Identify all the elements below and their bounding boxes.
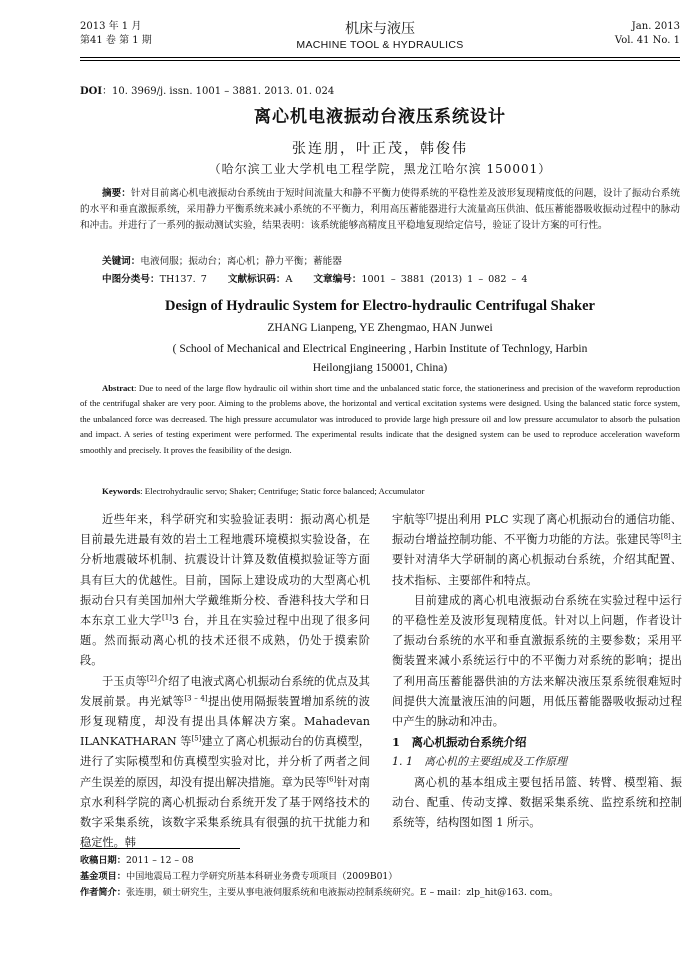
abstract-cn bbox=[80, 186, 680, 234]
abstract-en-text: : Due to need of the large flow hydraulic oil within short time and the unbalanced static force, the stationeriness and precision of the waveform reproduction of the centrifugal shaker are very poor. Aiming to the problems above, the horizontal and vertical excitation systems were designed. Using the balanced static force system, the unbalanced force was decreased. The high pressure accumulator was introduced to provide large high pressure oil and low pressure accumulator to absorb the pulsation and impact. A series of testing experiment were performed. The experimental results indicate that the designed system can be used to reproduce acceleration waveform smoothly and precisely. It proves the feasibility of the design. bbox=[80, 383, 680, 455]
text-run: 3 台，并且在实验过程中出现了很多问题。然而振动离心机的技术还很不成熟，仍处于摸索阶段。 bbox=[80, 614, 370, 668]
text-run: 近些年来，科学研究和实验验证表明：振动离心机是目前最先进最有效的岩土工程地震环境模拟实验设备，在分析地震破坏机制、抗震设计计算及数值模拟验证等方面具有巨大的优越性。目前，国际上建设成功的大型离心机振动台只有美国加州大学戴维斯分校、香港科技大学和日本东京工业大学 bbox=[80, 513, 370, 628]
intro-paragraph-3: 目前建成的离心机电液振动台系统在实验过程中运行的平稳性差及波形复现精度低。针对以上问题，作者设计了振动台系统的水平和垂直激振系统的主要参数；采用平衡装置来减小系统运行中的不平衡力对系统的影响；提出了利用高压蓄能器供油的方法来解决液压泵系统很难短时间提供大流量液压油的问题，用低压蓄能器吸收振动过程中产生的脉动和冲击。 bbox=[392, 593, 682, 729]
author-value: 张连朋，硕士研究生，主要从事电液伺服系统和电液振动控制系统研究。E – mail：zlp_hit@163. com。 bbox=[125, 887, 559, 898]
header-volume-cn: 第41 卷 第 1 期 bbox=[80, 35, 152, 46]
affiliation-cn: （哈尔滨工业大学机电工程学院，黑龙江哈尔滨 150001） bbox=[208, 162, 552, 176]
footnote-author bbox=[80, 885, 680, 901]
doi-label: DOI bbox=[80, 86, 103, 97]
keywords-en bbox=[102, 486, 424, 496]
header-volume-en: Vol. 41 No. 1 bbox=[614, 35, 680, 46]
clc-field bbox=[102, 271, 207, 285]
section-1-1-paragraph: 离心机的基本组成主要包括吊篮、转臂、模型箱、振动台、配重、传动支撑、数据采集系统、监控系统和控制系统等，结构图如图 1 所示。 bbox=[392, 775, 682, 830]
doc-code-field bbox=[228, 271, 293, 285]
intro-paragraph-2-cont bbox=[392, 510, 682, 591]
citation: [1] bbox=[161, 613, 172, 622]
footnote-fund bbox=[80, 869, 680, 885]
keywords-cn-label: 关键词： bbox=[102, 256, 141, 267]
clc-value: TH137. 7 bbox=[159, 274, 207, 285]
header-date-en: Jan. 2013 bbox=[631, 21, 680, 32]
affiliation-en-line2: Heilongjiang 150001, China) bbox=[312, 362, 448, 374]
running-header bbox=[80, 20, 680, 60]
authors-cn: 张连朋，叶正茂，韩俊伟 bbox=[292, 141, 468, 157]
author-label: 作者简介： bbox=[80, 887, 126, 898]
received-value: 2011 – 12 – 08 bbox=[125, 855, 194, 866]
text-run: 针对南京水利科学院的离心机振动台系统开发了基于网络技术的数字采集系统，该数字采集系统具有很强的抗干扰能力和稳定性。韩 bbox=[80, 775, 370, 850]
header-rule-top bbox=[80, 57, 680, 58]
citation: [3 – 4] bbox=[184, 694, 208, 703]
text-run: 介绍了电液式离心机振动台系统的优点及其发展前景。冉光斌等 bbox=[80, 674, 370, 708]
abstract-cn-text: 针对目前离心机电液振动台系统由于短时间流量大和静不平衡力使得系统的平稳性差及波形复现精度低的问题，设计了振动台系统的水平和垂直激振系统，采用静力平衡系统来减小系统的不平衡力，利用高压蓄能器进行大流量高压供油、低压蓄能器吸收振动过程中的脉动和冲击。并进行了一系列的振动测试实验，结果表明：该系统能够高精度且平稳地复现给定信号，验证了设计方案的可行性。 bbox=[80, 188, 681, 231]
journal-name-cn: 机床与液压 bbox=[345, 21, 415, 37]
title-en: Design of Hydraulic System for Electro-hydraulic Centrifugal Shaker bbox=[164, 298, 595, 314]
header-date-cn: 2013 年 1 月 bbox=[80, 21, 142, 32]
fund-label: 基金项目： bbox=[80, 871, 126, 882]
doi-line bbox=[80, 82, 334, 97]
article-number-value: 1001 – 3881 (2013) 1 – 082 – 4 bbox=[361, 274, 528, 285]
keywords-cn-text: 电液伺服；振动台；离心机；静力平衡；蓄能器 bbox=[140, 256, 342, 267]
received-label: 收稿日期： bbox=[80, 855, 126, 866]
citation: [6] bbox=[326, 774, 337, 783]
clc-label: 中图分类号： bbox=[102, 274, 160, 285]
authors-en: ZHANG Lianpeng, YE Zhengmao, HAN Junwei bbox=[267, 322, 493, 334]
article-number-field bbox=[313, 271, 527, 285]
classification-line bbox=[102, 271, 543, 285]
abstract-cn-label: 摘要： bbox=[102, 188, 131, 199]
citation: [8] bbox=[660, 532, 671, 541]
section-heading-1-1: 1. 1 离心机的主要组成及工作原理 bbox=[392, 755, 567, 769]
text-run: 提出利用 PLC 实现了离心机振动台的通信功能、振动台增益控制功能、不平衡力功能的方法。张建民等 bbox=[392, 513, 682, 547]
doc-code-label: 文献标识码： bbox=[227, 274, 286, 285]
body-column-right bbox=[392, 510, 682, 833]
text-run: 建立了离心机振动台的仿真模型，进行了实际模型和仿真模型实验对比，并分析了两者之间产生误差的原因，却没有提出解决措施。章为民等 bbox=[80, 735, 370, 789]
intro-paragraph-1 bbox=[80, 510, 370, 672]
text-run: 提出使用隔振装置增加系统的波形复现精度，却没有提出具体解决方案。Mahadevan ILANKATHARAN 等 bbox=[80, 694, 370, 749]
article-number-label: 文章编号： bbox=[313, 274, 362, 285]
affiliation-en-line1: ( School of Mechanical and Electrical Engineering , Harbin Institute of Technlogy, Harbin bbox=[172, 343, 588, 355]
fund-value: 中国地震局工程力学研究所基本科研业务费专项项目（2009B01） bbox=[125, 871, 398, 882]
citation: [2] bbox=[146, 673, 157, 682]
abstract-en bbox=[80, 381, 680, 458]
body-column-left bbox=[80, 510, 370, 853]
journal-name-en: MACHINE TOOL & HYDRAULICS bbox=[296, 39, 464, 51]
keywords-en-label: Keywords bbox=[102, 486, 141, 496]
keywords-en-text: : Electrohydraulic servo; Shaker; Centrifuge; Static force balanced; Accumulator bbox=[140, 486, 425, 496]
text-run: 宇航等 bbox=[392, 513, 426, 526]
intro-paragraph-2 bbox=[80, 672, 370, 854]
header-issue-en bbox=[615, 20, 680, 48]
section-heading-1: 1 离心机振动台系统介绍 bbox=[392, 735, 527, 750]
doi-value: ：10. 3969/j. issn. 1001 – 3881. 2013. 01. 024 bbox=[102, 86, 335, 97]
affiliation-en bbox=[80, 340, 680, 378]
header-rule-bottom bbox=[80, 60, 680, 61]
citation: [5] bbox=[191, 734, 202, 743]
title-cn: 离心机电液振动台液压系统设计 bbox=[254, 107, 506, 127]
text-run: 主要针对清华大学研制的离心机振动台系统，介绍其配置、技术指标、主要部件和特点。 bbox=[392, 533, 682, 587]
footnote-received bbox=[80, 853, 680, 869]
footnote-rule bbox=[80, 848, 240, 849]
keywords-cn bbox=[102, 253, 342, 267]
doc-code-value: A bbox=[285, 274, 293, 285]
header-journal bbox=[80, 20, 680, 52]
abstract-en-label: Abstract bbox=[102, 383, 134, 393]
text-run: 于玉贞等 bbox=[102, 674, 147, 688]
citation: [7] bbox=[425, 512, 436, 521]
